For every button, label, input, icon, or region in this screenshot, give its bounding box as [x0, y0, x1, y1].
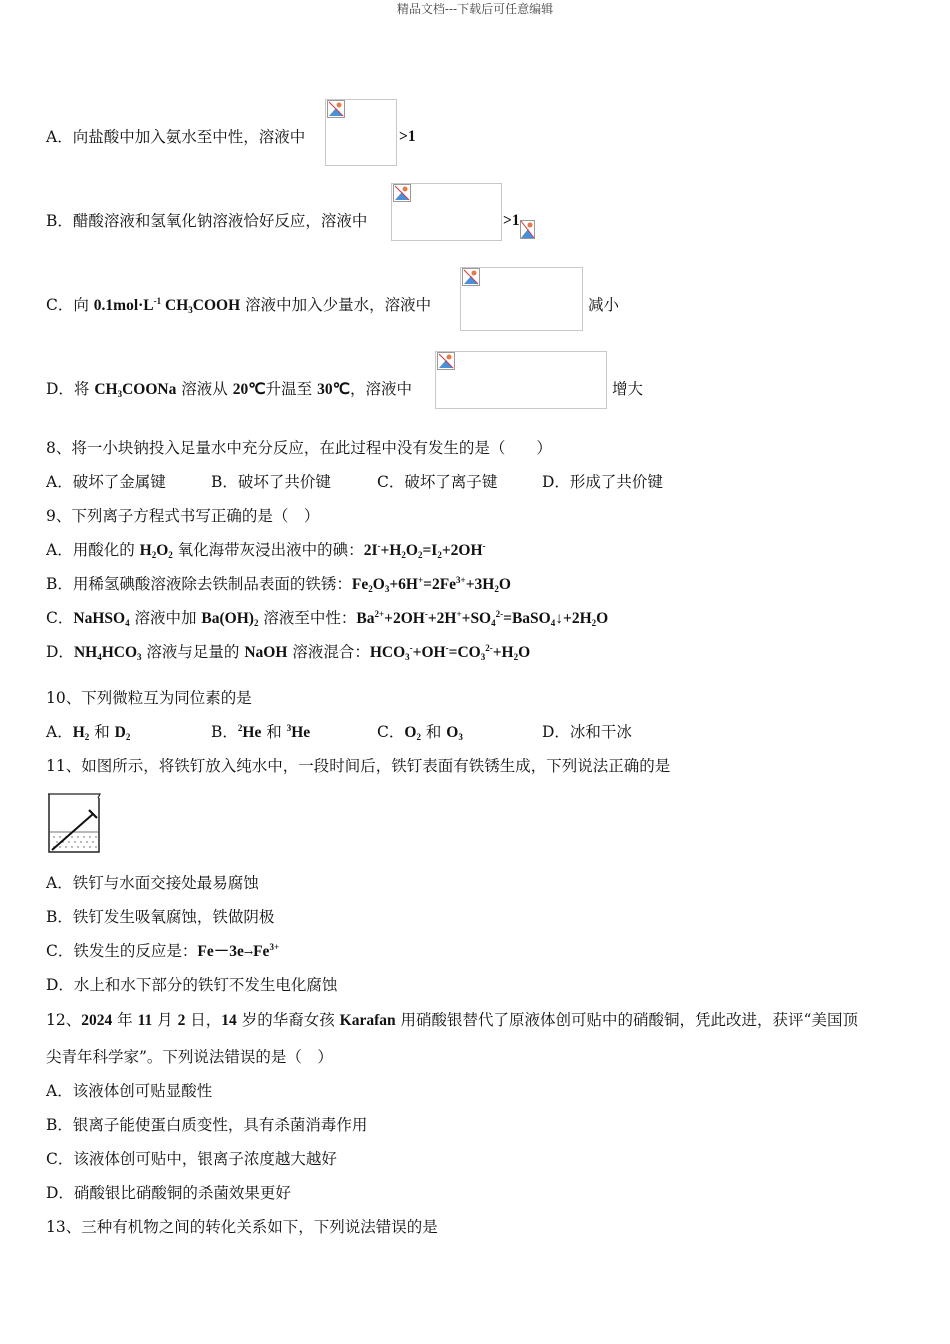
q9-a-0: A．用酸化的	[46, 541, 140, 559]
q7-d-t9: ，溶液中	[350, 380, 413, 398]
q12-option-d: D．硝酸银比硝酸铜的杀菌效果更好	[46, 1184, 291, 1202]
q12-s-2: 年	[112, 1011, 138, 1029]
q11-option-c	[46, 941, 279, 963]
q10-b-2: He	[242, 724, 262, 741]
q9-d-11: +OH	[412, 644, 446, 661]
q7-d-t2: CH	[94, 381, 118, 398]
q9-b-3: O	[372, 576, 385, 593]
q10-b-5: He	[291, 724, 311, 741]
q9-c-17: 4	[550, 618, 556, 628]
q10-b-3: 和	[261, 723, 287, 741]
q9-b-6: +	[417, 575, 424, 585]
q12-option-c: C．该液体创可贴中，银离子浓度越大越好	[46, 1150, 337, 1168]
q11-option-d: D．水上和水下部分的铁钉不发生电化腐蚀	[46, 976, 338, 994]
broken-image-icon	[437, 352, 455, 370]
q9-stem: 9、下列离子方程式书写正确的是（ ）	[46, 507, 320, 525]
q8-option-b: B．破坏了共价键	[211, 473, 331, 491]
q12-stem-line2: 尖青年科学家”。下列说法错误的是（ ）	[46, 1048, 333, 1066]
q7-c-t1: C．向	[46, 296, 94, 314]
q10-c-5: 3	[458, 732, 463, 742]
q9-d-5: 溶液与足量的	[141, 643, 245, 661]
q13-stem: 13、三种有机物之间的转化关系如下，下列说法错误的是	[46, 1218, 438, 1236]
q12-stem-line1	[46, 1010, 858, 1031]
broken-image-icon	[462, 268, 480, 286]
q9-c-12: +	[456, 609, 462, 619]
q9-d-18: O	[518, 644, 531, 661]
q12-s-5: 2	[177, 1012, 186, 1029]
q9-c-6: 溶液至中性：	[258, 609, 357, 627]
q9-a-3: O	[156, 542, 169, 559]
q9-c-0: C．	[46, 609, 74, 627]
q9-d-12: -	[445, 643, 449, 653]
q9-d-10: -	[409, 643, 413, 653]
q9-a-1: H	[139, 542, 152, 559]
q9-option-b	[46, 574, 511, 595]
q9-c-14: 4	[491, 618, 496, 628]
q9-a-11: 2	[417, 550, 423, 560]
q7-d-t8: 30℃	[317, 381, 350, 398]
q9-d-4: 3	[137, 652, 142, 662]
q7-option-b	[46, 211, 367, 231]
q9-option-d	[46, 642, 530, 663]
q7-c-t7: 溶液中加入少量水，溶液中	[240, 296, 432, 314]
q7-b-text: B．醋酸溶液和氢氧化钠溶液恰好反应，溶液中	[46, 212, 368, 230]
q12-option-b: B．银离子能使蛋白质变性，具有杀菌消毒作用	[46, 1116, 368, 1134]
q9-c-5: 2	[253, 618, 259, 628]
q9-a-4: 2	[168, 550, 173, 560]
q10-c-2: 2	[416, 732, 421, 742]
q10-a-4: D	[114, 724, 126, 741]
q9-d-15: 2-	[485, 643, 493, 653]
q11-option-a: A．铁钉与水面交接处最易腐蚀	[46, 874, 259, 892]
q7-a-text: A．向盐酸中加入氨水至中性，溶液中	[46, 128, 306, 146]
beaker-nail-diagram	[46, 792, 102, 856]
q9-c-19: 2	[591, 618, 597, 628]
q9-d-0: D．	[46, 643, 74, 661]
q7-c-t5: 3	[188, 305, 193, 315]
q12-s-9: Karafan	[339, 1012, 396, 1029]
q7-c-t4: CH	[161, 297, 189, 314]
q9-a-10: O	[405, 542, 418, 559]
q9-c-1: NaHSO	[73, 610, 126, 627]
q7-d-t1: D．将	[46, 380, 95, 398]
q11-option-b: B．铁钉发生吸氧腐蚀，铁做阴极	[46, 908, 275, 926]
q9-c-4: Ba(OH)	[201, 610, 254, 627]
q12-s-8: 岁的华裔女孩	[236, 1011, 340, 1029]
q12-s-10: 用硝酸银替代了原液体创可贴中的硝酸铜，凭此改进，获评“美国顶	[395, 1011, 858, 1029]
q10-a-2: 2	[84, 732, 90, 742]
q10-a-5: 2	[125, 732, 131, 742]
q9-b-2: 2	[368, 584, 373, 594]
q7-d-t5: 溶液从	[176, 380, 233, 398]
q10-b-0: B．	[211, 723, 238, 741]
q9-a-8: +H	[380, 542, 402, 559]
q9-a-7: -	[377, 541, 381, 551]
q10-c-0: C．	[377, 723, 405, 741]
q10-option-a	[46, 722, 130, 743]
q9-c-15: 2-	[495, 609, 504, 619]
broken-image-icon	[393, 184, 411, 202]
q10-c-4: O	[446, 724, 459, 741]
q9-d-1: NH	[73, 644, 98, 661]
q7-c-tail: 减小	[588, 296, 620, 314]
q9-d-14: 3	[480, 652, 486, 662]
q7-c-t2: 0.1mol·L	[93, 297, 154, 314]
q8-option-d: D．形成了共价键	[542, 473, 663, 491]
formula-image	[435, 351, 607, 409]
q7-d-t4: COONa	[122, 381, 177, 398]
q11-c-0: C．铁发生的反应是：	[46, 942, 198, 960]
q9-b-0: B．用稀氢碘酸溶液除去铁制品表面的铁锈：	[46, 575, 352, 593]
q9-d-8: HCO	[369, 644, 406, 661]
q9-d-6: NaOH	[244, 644, 288, 661]
q7-d-t6: 20℃	[232, 381, 266, 398]
q12-option-a: A．该液体创可贴显酸性	[46, 1082, 213, 1100]
q11-stem: 11、如图所示，将铁钉放入纯水中，一段时间后，铁钉表面有铁锈生成，下列说法正确的是	[46, 757, 671, 775]
q10-b-1: 2	[237, 723, 243, 733]
q9-option-c	[46, 608, 608, 629]
q9-a-5: 氧化海带灰浸出液中的碘：	[172, 541, 364, 559]
q9-c-11: +2H	[427, 610, 457, 627]
page-header: 精品文档---下载后可任意编辑	[396, 2, 554, 16]
q9-c-16: =BaSO	[503, 610, 551, 627]
q9-b-10: 2	[494, 584, 499, 594]
q9-b-8: 3+	[456, 575, 466, 585]
q12-s-4: 月	[152, 1011, 178, 1029]
q10-c-3: 和	[420, 723, 447, 741]
broken-image-icon	[520, 220, 535, 239]
q9-a-6: 2I	[363, 542, 378, 559]
q9-c-9: +2OH	[384, 610, 425, 627]
q7-option-c	[46, 295, 431, 316]
q9-c-20: O	[596, 610, 609, 627]
q8-stem: 8、将一小块钠投入足量水中充分反应，在此过程中没有发生的是（ ）	[46, 439, 552, 457]
q9-c-3: 溶液中加	[129, 609, 202, 627]
q8-option-c: C．破坏了离子键	[377, 473, 498, 491]
q9-b-9: +3H	[465, 576, 495, 593]
q10-option-c	[377, 722, 463, 743]
q9-c-10: -	[424, 609, 428, 619]
q9-b-1: Fe	[351, 576, 369, 593]
q11-c-arrow: →	[243, 946, 254, 959]
q8-options	[46, 472, 926, 492]
q9-b-11: O	[498, 576, 511, 593]
q9-b-4: 3	[384, 584, 390, 594]
q10-option-d: D．冰和干冰	[542, 723, 632, 741]
q9-a-12: =I	[422, 542, 438, 559]
q12-s-0: 12、	[46, 1011, 82, 1029]
q12-s-7: 14	[221, 1012, 237, 1029]
q7-option-d	[46, 379, 412, 400]
q10-a-3: 和	[89, 723, 115, 741]
broken-image-icon	[327, 100, 345, 118]
q9-a-15: -	[482, 541, 486, 551]
q7-c-t3: -1	[153, 296, 162, 306]
q9-option-a	[46, 540, 486, 561]
q7-d-t7: 升温至	[265, 380, 318, 398]
q9-d-2: 4	[97, 652, 102, 662]
q11-c-3: Fe	[253, 943, 270, 960]
q9-b-7: =2Fe	[423, 576, 457, 593]
q9-d-9: 3	[405, 652, 410, 662]
q10-options	[46, 722, 926, 742]
q9-c-18: ↓+2H	[555, 610, 592, 627]
q10-stem: 10、下列微粒互为同位素的是	[46, 689, 252, 707]
q7-option-a	[46, 127, 305, 147]
q12-s-6: 日，	[185, 1011, 222, 1029]
q7-a-tail: >1	[399, 128, 416, 145]
q10-option-b	[211, 722, 310, 743]
q9-c-13: +SO	[461, 610, 492, 627]
q10-a-1: H	[72, 724, 85, 741]
q8-option-a: A．破坏了金属键	[46, 473, 166, 491]
q9-a-2: 2	[151, 550, 157, 560]
q9-a-14: +2OH	[441, 542, 483, 559]
q9-d-13: =CO	[448, 644, 481, 661]
q7-d-t3: 3	[117, 389, 123, 399]
q12-s-3: 11	[137, 1012, 153, 1029]
q11-c-4: 3+	[269, 942, 280, 952]
q7-b-tail: >1	[503, 212, 520, 229]
q7-d-tail: 增大	[612, 380, 644, 398]
q9-d-3: HCO	[101, 644, 137, 661]
q12-s-1: 2024	[81, 1012, 113, 1029]
q9-d-7: 溶液混合：	[287, 643, 370, 661]
q11-c-1: Fe－3e	[197, 943, 244, 960]
q9-b-5: +6H	[389, 576, 418, 593]
q9-c-8: 2+	[374, 609, 385, 619]
q10-a-0: A．	[46, 723, 73, 741]
q9-d-16: +H	[492, 644, 514, 661]
q9-a-9: 2	[401, 550, 406, 560]
q10-c-1: O	[404, 724, 417, 741]
q10-b-4: 3	[286, 723, 292, 733]
q9-d-17: 2	[513, 652, 519, 662]
q9-a-13: 2	[437, 550, 442, 560]
q9-c-2: 4	[125, 618, 130, 628]
q7-c-t6: COOH	[192, 297, 241, 314]
q9-c-7: Ba	[356, 610, 375, 627]
